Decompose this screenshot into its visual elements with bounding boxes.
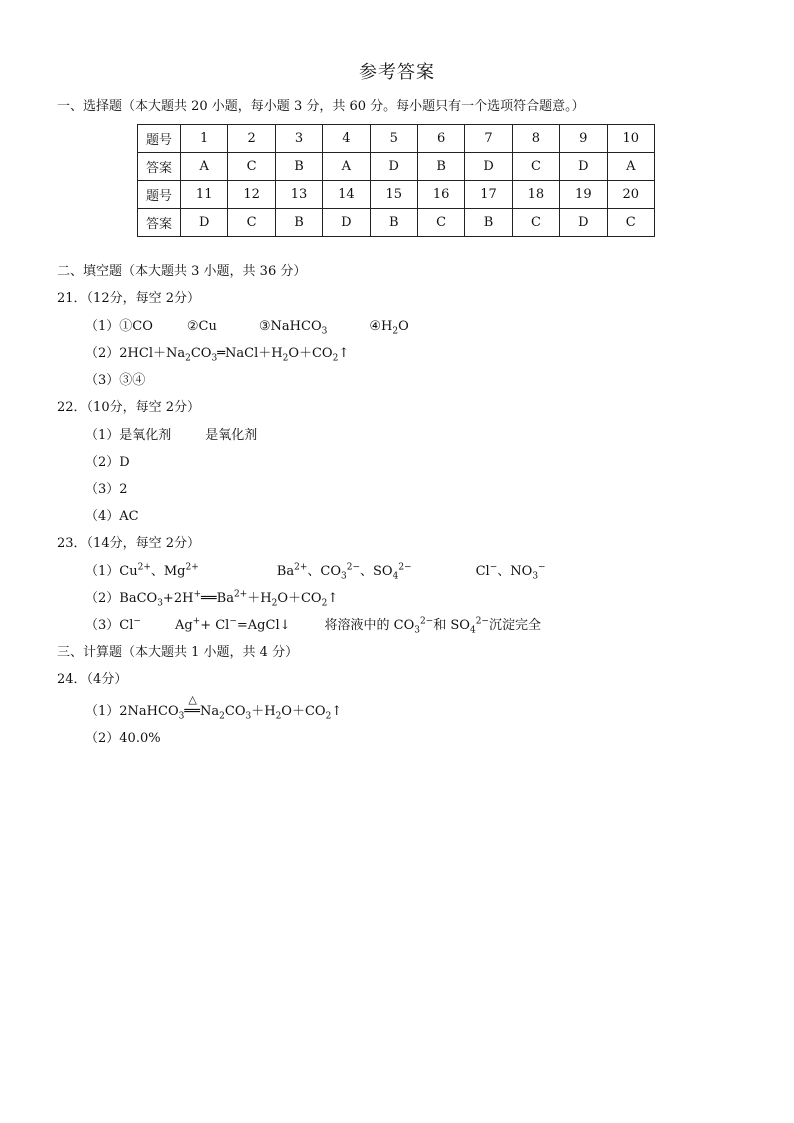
answer-table-cell: 20 — [607, 181, 654, 209]
answer-table-cell: 4 — [323, 125, 370, 153]
q23-answer-3: （3）Cl− Ag++ Cl−=AgCl↓ 将溶液中的 $CO_3^{2-}$和 $SO_4^{2-}$沉淀完全 — [85, 616, 541, 636]
answer-table-cell: A — [323, 153, 370, 181]
q24-answer-1: （1）2NaHCO$_3$ △ $══Na_2CO_3+H_2O+CO_2↑$ — [85, 693, 343, 722]
answer-table-cell: D — [465, 153, 512, 181]
answer-table-cell: A — [181, 153, 228, 181]
answer-table-cell: C — [417, 209, 464, 237]
section2-heading: 二、填空题（本大题共 3 小题，共 36 分） — [57, 264, 307, 279]
answer-table-cell: 12 — [228, 181, 275, 209]
answer-table-cell: 6 — [417, 125, 464, 153]
q22-head: 22．（10分，每空 2分） — [57, 400, 200, 415]
answer-table-cell: 1 — [181, 125, 228, 153]
answer-table-cell: C — [228, 153, 275, 181]
section1-heading: 一、选择题（本大题共 20 小题，每小题 3 分，共 60 分。每小题只有一个选项符合题意。） — [57, 99, 585, 114]
answer-table-row-head: 题号 — [138, 125, 181, 153]
answer-table-cell: 3 — [275, 125, 322, 153]
q22-answer-4: （4）AC — [85, 509, 139, 524]
answer-table-cell: D — [370, 153, 417, 181]
q21-answer-2: $(2)2HCl+Na_2CO_3═NaCl+H_2O+CO_2↑$ — [85, 346, 350, 364]
answer-table-cell: C — [228, 209, 275, 237]
answer-table-row — [138, 181, 655, 209]
q23-head: 23．（14分，每空 2分） — [57, 536, 200, 551]
answer-table-cell: B — [275, 153, 322, 181]
answer-table-cell: C — [512, 209, 559, 237]
q21-answer-1: （1）①CO ②Cu ③NaHCO$_3$ $④H_2O$ — [85, 319, 409, 337]
answer-table-cell: 7 — [465, 125, 512, 153]
q23-answer-2: $(2)BaCO_3+2H^+══Ba^{2+}+H_2O+CO_2↑$ — [85, 589, 339, 609]
answer-table-row-head: 答案 — [138, 209, 181, 237]
answer-table-cell: 11 — [181, 181, 228, 209]
answer-table-cell: B — [417, 153, 464, 181]
answer-table-cell: 17 — [465, 181, 512, 209]
answer-table-cell: D — [323, 209, 370, 237]
answer-table-cell: B — [370, 209, 417, 237]
answer-table-cell: A — [607, 153, 654, 181]
q22-answer-2: （2）D — [85, 455, 130, 470]
answer-table-row-head: 答案 — [138, 153, 181, 181]
answer-table-row — [138, 125, 655, 153]
q24-answer-2: （2）40.0% — [85, 731, 161, 746]
answer-table-cell: 10 — [607, 125, 654, 153]
heat-delta-symbol: △ — [188, 693, 197, 706]
section3-heading: 三、计算题（本大题共 1 小题，共 4 分） — [57, 645, 299, 660]
answer-table-cell: 19 — [560, 181, 607, 209]
answer-table-cell: D — [181, 209, 228, 237]
answer-table-cell: 13 — [275, 181, 322, 209]
answer-table-cell: 15 — [370, 181, 417, 209]
q21-answer-3: （3）③④ — [85, 373, 146, 388]
q23-answer-1: $(1)Cu^{2+}$、$Mg^{2+}$ $Ba^{2+}$、$CO_3^{2-}$、$SO_4^{2-}$ Cl−、$NO_3^-$ — [85, 562, 546, 582]
answer-table-cell: C — [607, 209, 654, 237]
answer-table-cell: B — [275, 209, 322, 237]
answer-table-cell: 8 — [512, 125, 559, 153]
q21-head: 21．（12分，每空 2分） — [57, 291, 200, 306]
answer-table-cell: D — [560, 209, 607, 237]
answer-table-cell: C — [512, 153, 559, 181]
answer-table-row — [138, 153, 655, 181]
answer-table-cell: 5 — [370, 125, 417, 153]
q22-answer-3: （3）2 — [85, 482, 128, 497]
answer-table-cell: 16 — [417, 181, 464, 209]
q24-head: 24．（4分） — [57, 672, 128, 687]
answer-table-cell: 14 — [323, 181, 370, 209]
answer-table-cell: 9 — [560, 125, 607, 153]
answer-table-cell: 18 — [512, 181, 559, 209]
page-title: 参考答案 — [359, 62, 435, 83]
answer-table — [137, 124, 655, 237]
answer-table-row-head: 题号 — [138, 181, 181, 209]
answer-table-cell: B — [465, 209, 512, 237]
answer-table-cell: D — [560, 153, 607, 181]
answer-table-cell: 2 — [228, 125, 275, 153]
answer-table-row — [138, 209, 655, 237]
q22-answer-1: （1）是氧化剂 是氧化剂 — [85, 428, 258, 443]
